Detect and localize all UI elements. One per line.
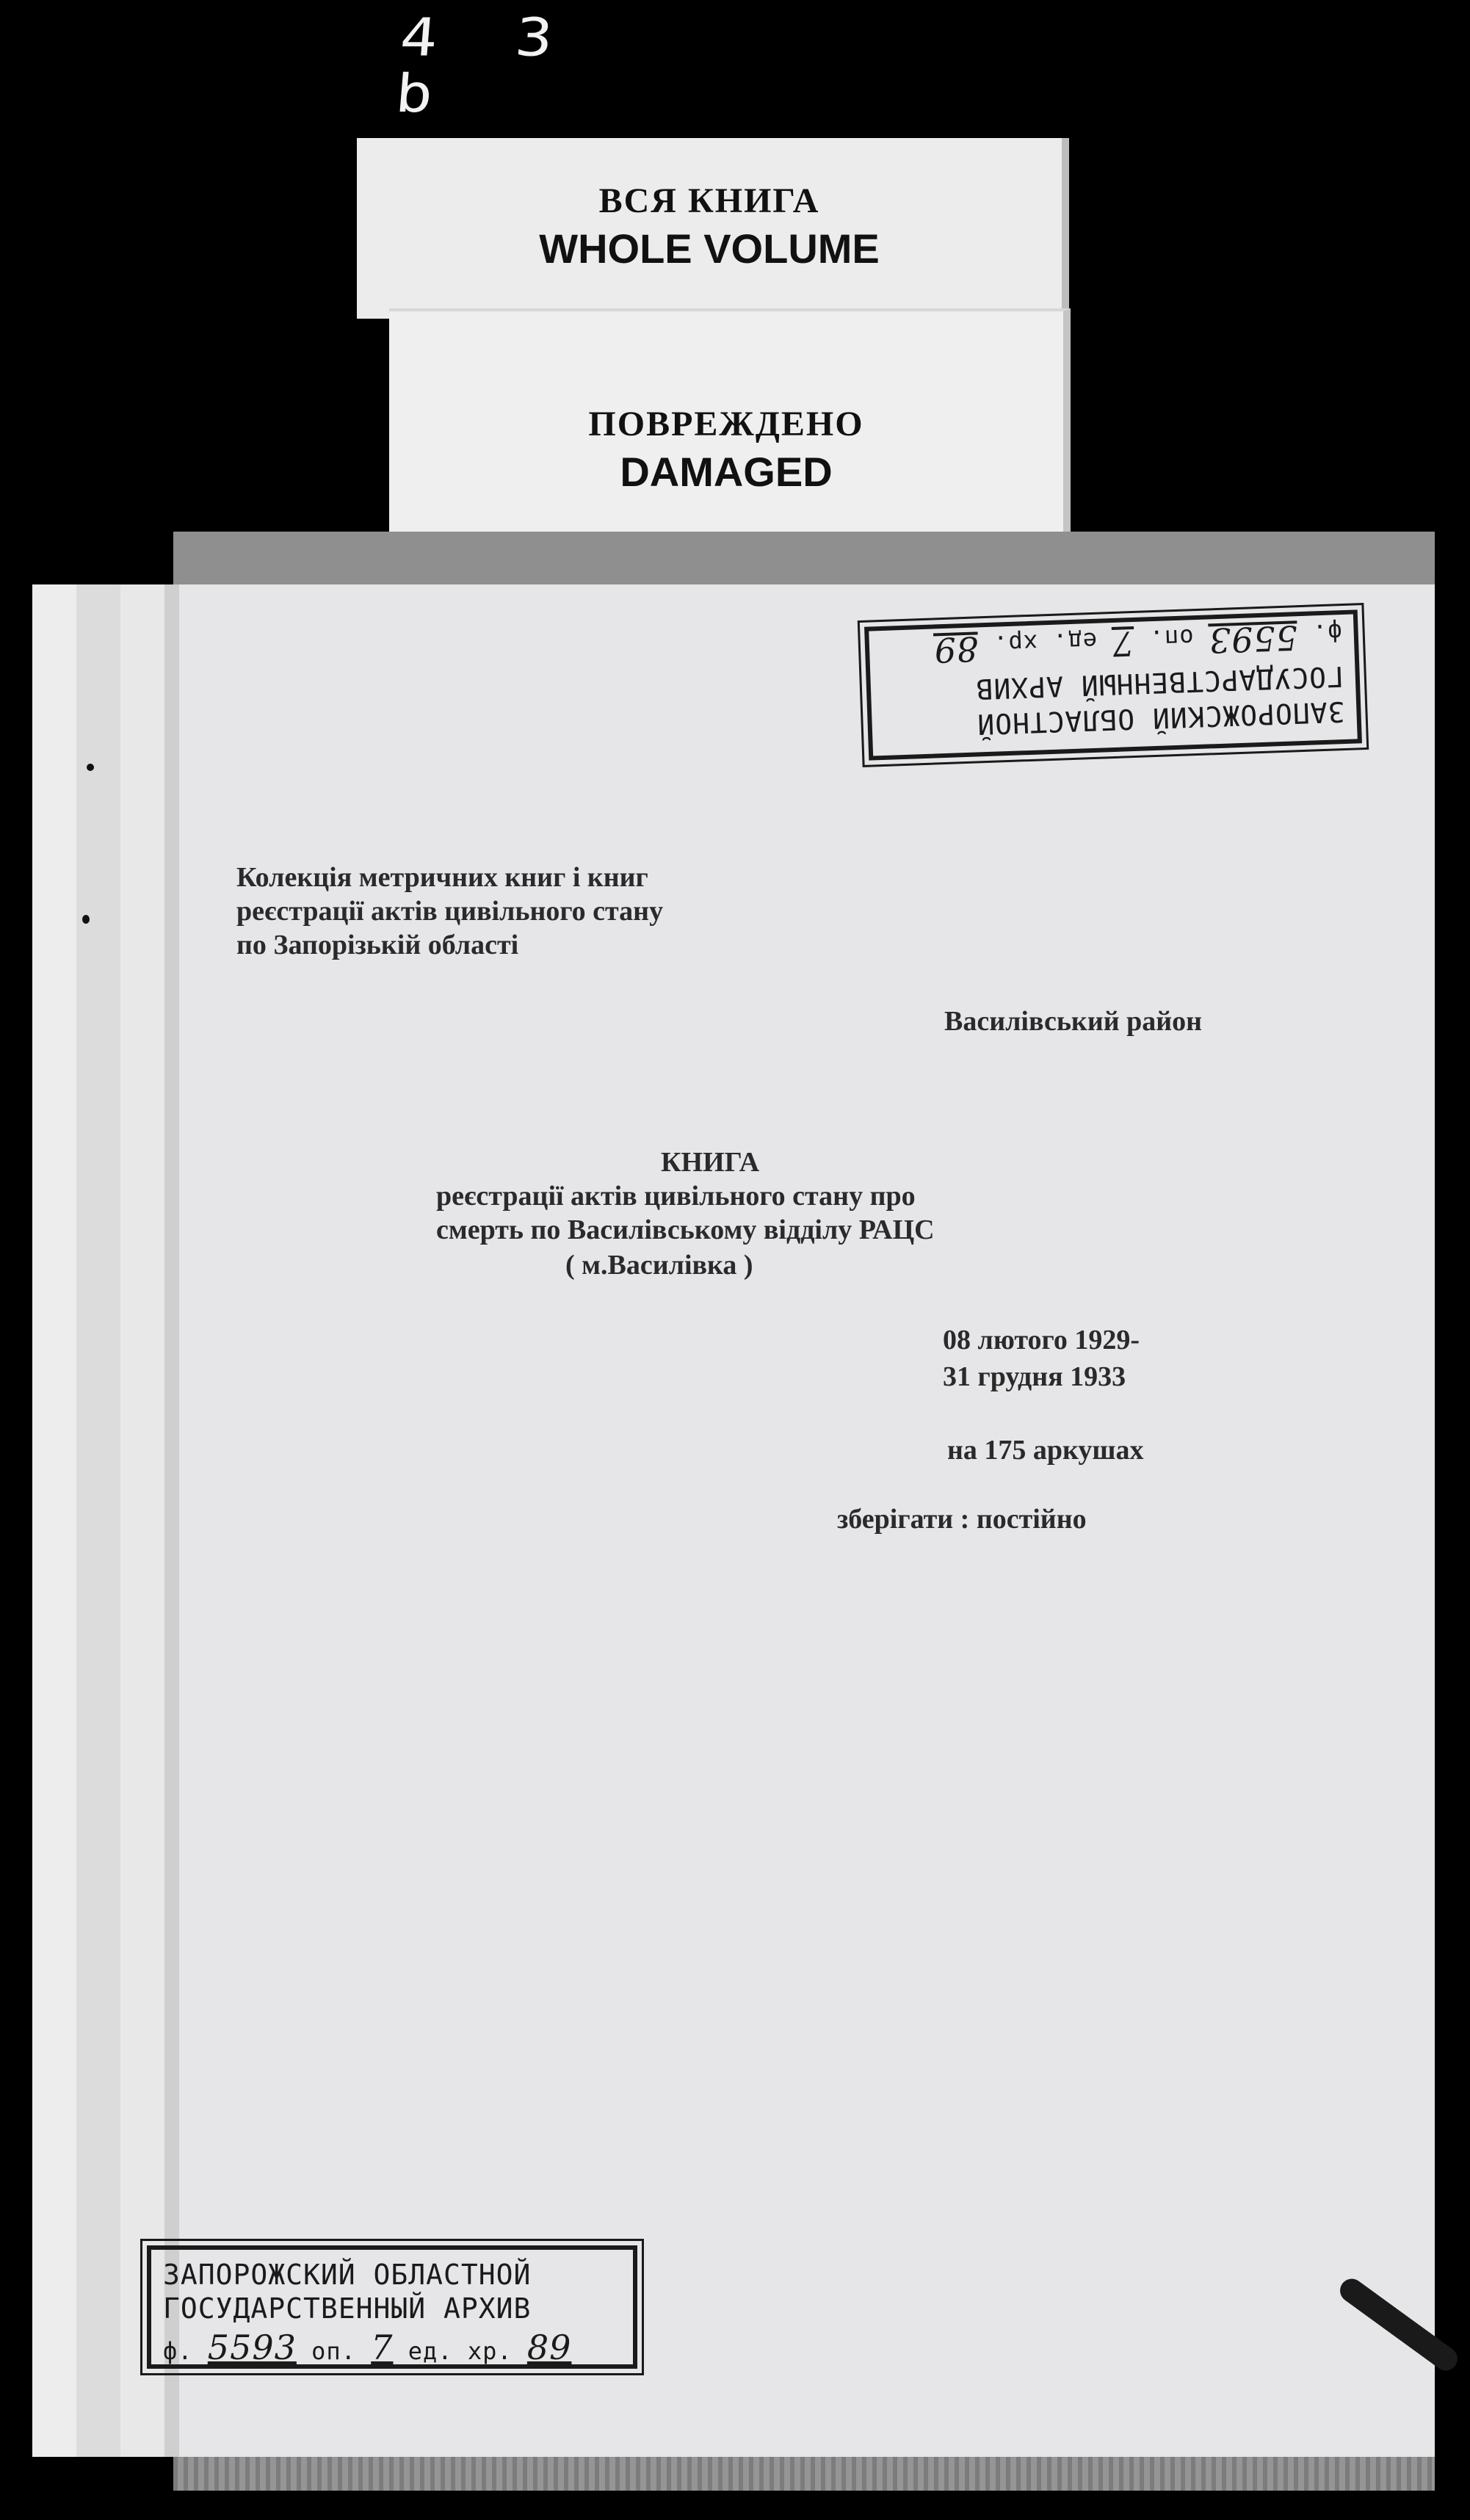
stamp-bottom-refs — [163, 2328, 621, 2367]
book-description-line: смерть по Василівському відділу РАЦС — [436, 1214, 935, 1245]
stamp-top-unit-value: 89 — [933, 629, 980, 670]
whole-volume-tag — [357, 138, 1069, 319]
whole-volume-label-en: WHOLE VOLUME — [539, 225, 880, 272]
collection-line: Колекція метричних книг і книг — [236, 862, 648, 893]
place-name: ( м.Василівка ) — [565, 1250, 753, 1281]
stamp-bottom-unit-value: 89 — [526, 2328, 572, 2367]
stamp-top-unit-label: ед. хр. — [992, 626, 1098, 659]
damaged-label-en: DAMAGED — [620, 449, 833, 495]
binding-spine — [32, 584, 179, 2457]
stamp-top-fond-value: 5593 — [1208, 618, 1299, 661]
collection-line: реєстрації актів цивільного стану — [236, 896, 664, 927]
frame-number: 4 3 b — [393, 7, 576, 125]
district-name: Василівський район — [944, 1006, 1203, 1037]
stamp-bottom-fond-label: ф. — [163, 2337, 193, 2365]
stamp-top-line1: ЗАПОРОЖСКИЙ ОБЛАСТНОЙ — [976, 695, 1346, 741]
archive-stamp-top — [864, 609, 1362, 760]
date-end: 31 грудня 1933 — [943, 1361, 1126, 1392]
book-description-line: реєстрації актів цивільного стану про — [436, 1181, 916, 1212]
sheet-count: на 175 аркушах — [947, 1435, 1144, 1466]
book-description — [436, 1179, 935, 1247]
ink-speck — [82, 915, 90, 924]
stamp-top-opis-value: 7 — [1111, 623, 1135, 664]
stamp-bottom-opis-label: оп. — [311, 2337, 356, 2365]
stamp-bottom-fond-value: 5593 — [207, 2328, 297, 2367]
stamp-bottom-opis-value: 7 — [371, 2328, 394, 2367]
date-start: 08 лютого 1929- — [943, 1325, 1140, 1355]
stamp-top-fond-label: ф. — [1311, 618, 1343, 648]
stamp-top-line2: ГОСУДАРСТВЕННЫЙ АРХИВ — [974, 660, 1344, 706]
stamp-top-opis-label: оп. — [1148, 623, 1195, 653]
stamp-bottom-line2: ГОСУДАРСТВЕННЫЙ АРХИВ — [163, 2292, 532, 2325]
damaged-label-ua: ПОВРЕЖДЕНО — [588, 405, 864, 443]
collection-line: по Запорізькій області — [236, 930, 519, 960]
stamp-bottom-unit-label: ед. хр. — [408, 2337, 513, 2365]
ink-speck — [87, 764, 94, 771]
archive-stamp-bottom — [147, 2245, 637, 2369]
storage-period: зберігати : постійно — [837, 1504, 1087, 1535]
stamp-bottom-line1: ЗАПОРОЖСКИЙ ОБЛАСТНОЙ — [163, 2259, 532, 2291]
collection-heading — [236, 861, 663, 962]
book-title: КНИГА — [661, 1147, 760, 1178]
whole-volume-label-ua: ВСЯ КНИГА — [598, 181, 820, 220]
damaged-tag — [389, 308, 1071, 532]
date-range — [943, 1322, 1140, 1395]
